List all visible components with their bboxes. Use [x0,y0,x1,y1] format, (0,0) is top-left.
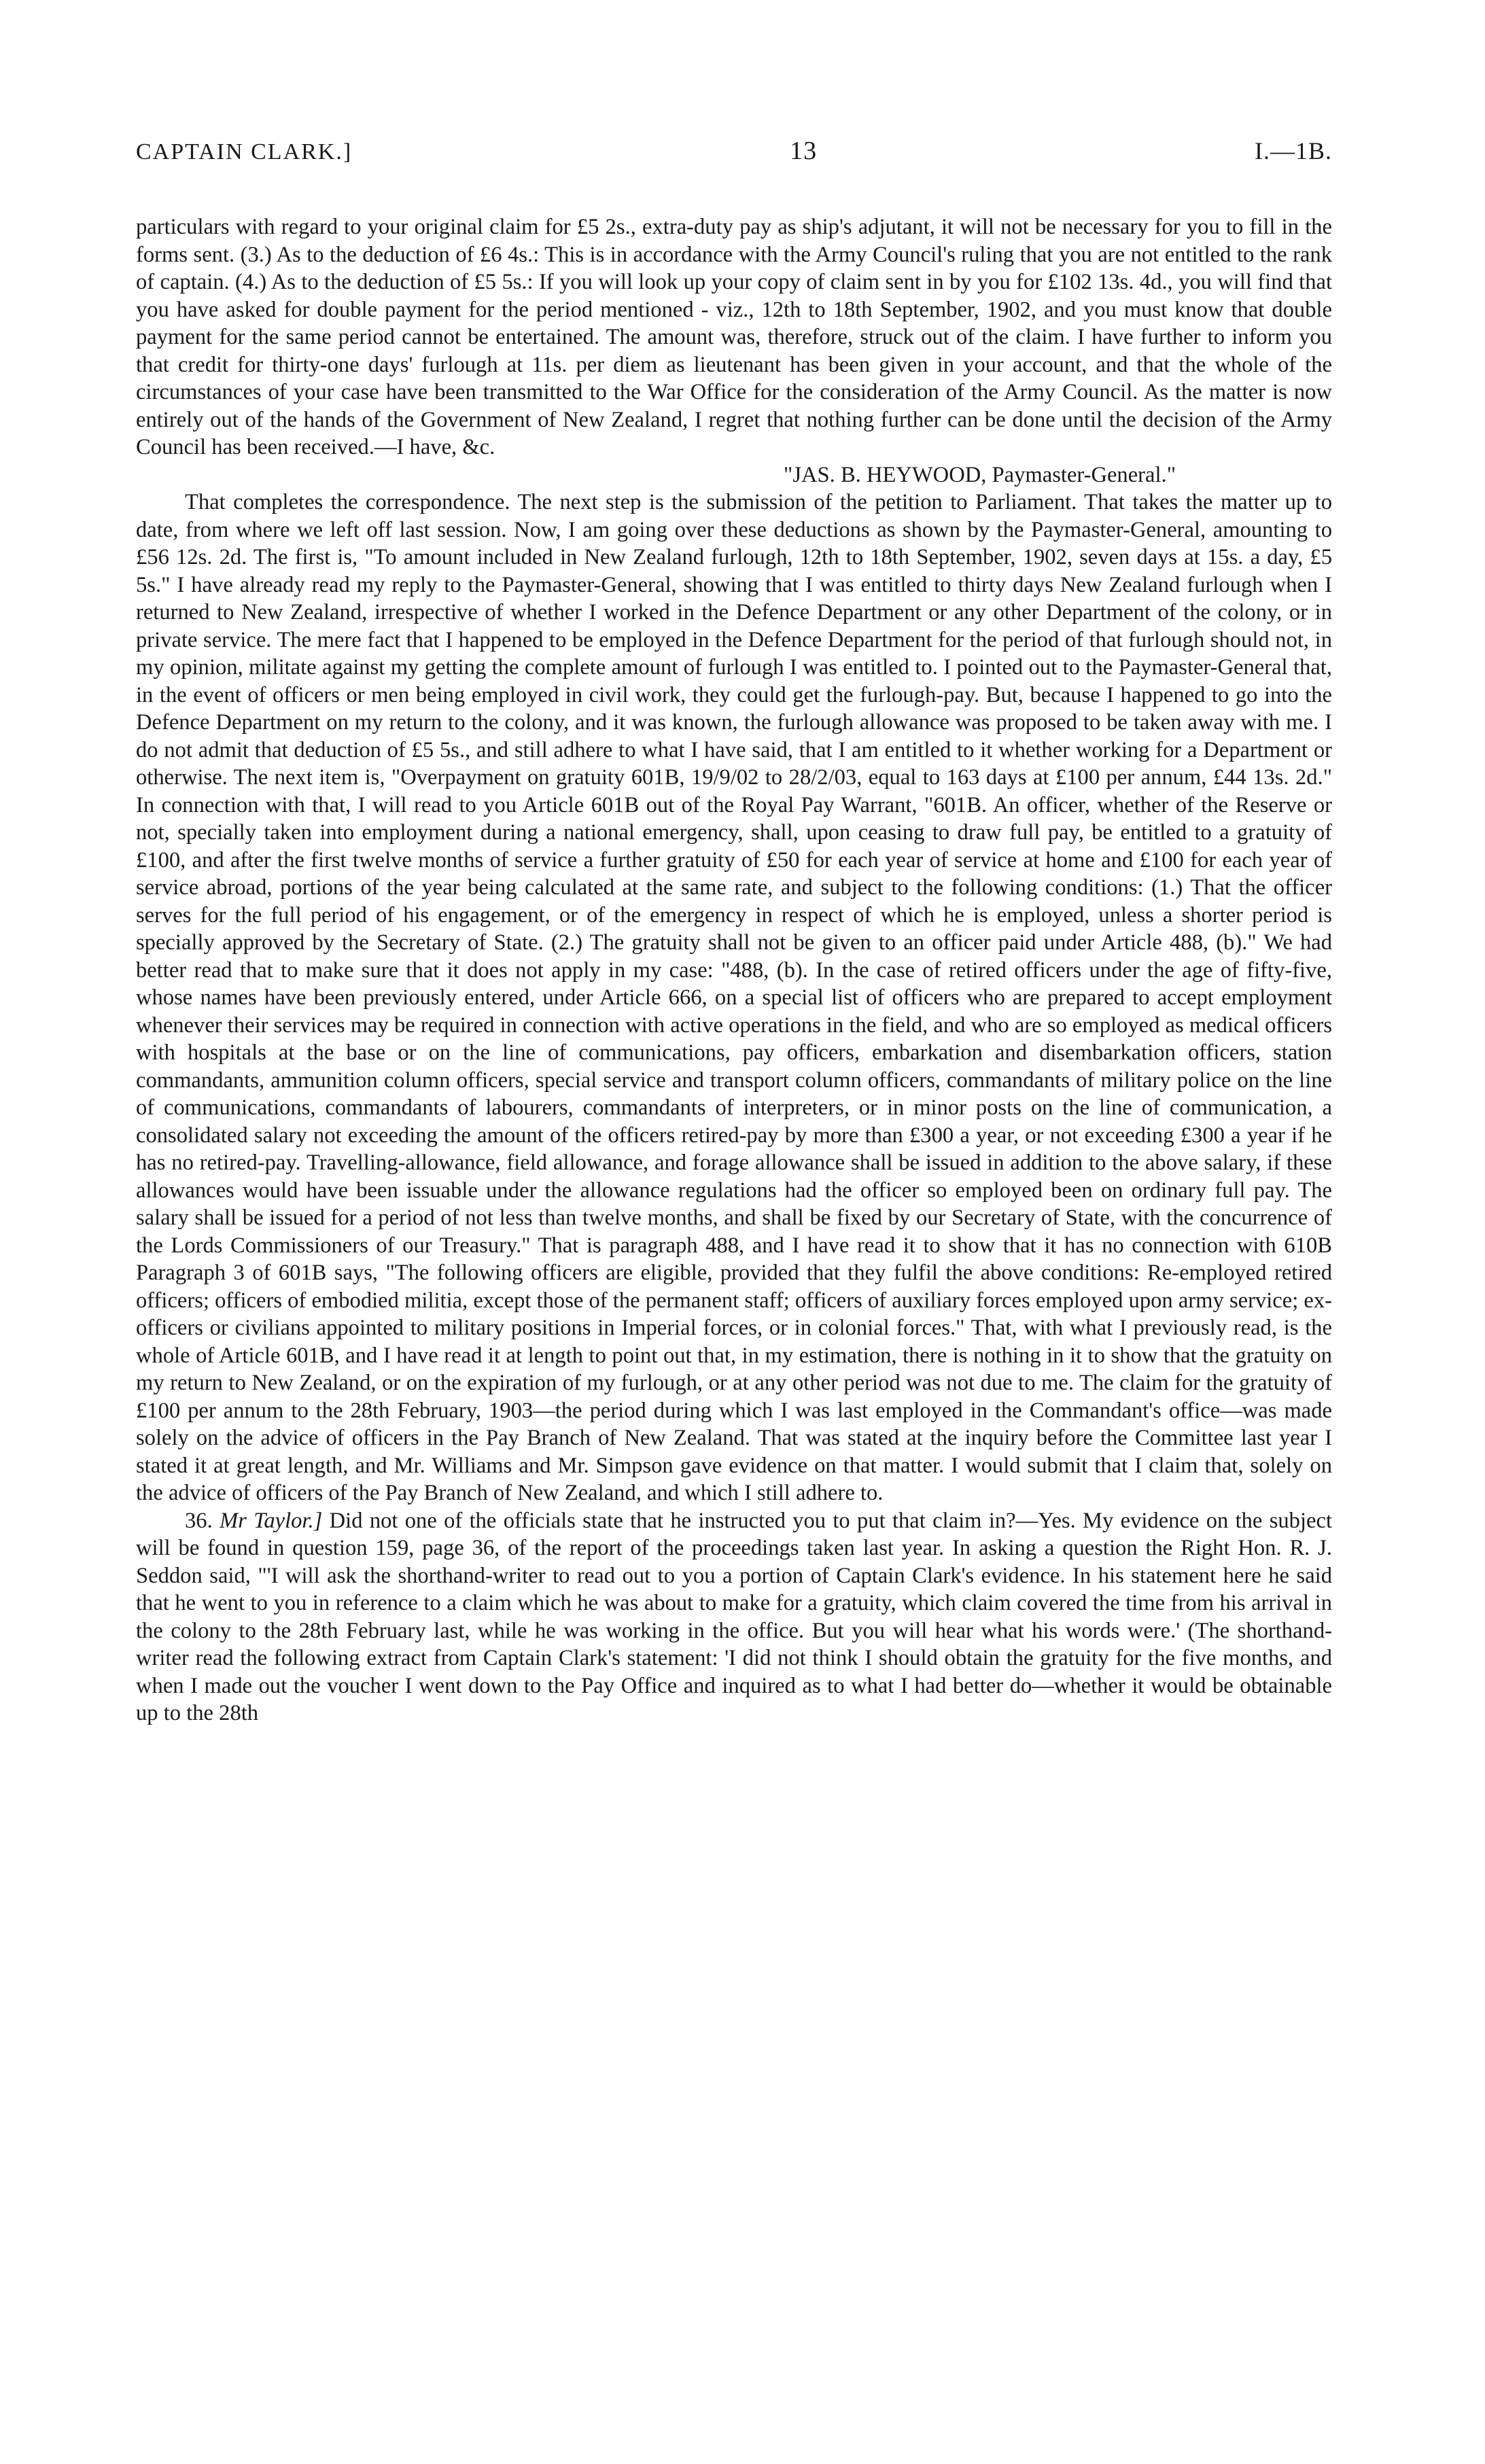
running-head-right: I.—1B. [1254,137,1332,164]
signature-line: "JAS. B. HEYWOOD, Paymaster-General." [784,462,1176,487]
speaker-name: Mr Taylor.] [220,1508,323,1533]
page-header [136,136,1332,166]
paragraph-question-36 [136,1507,1332,1727]
question-text: Did not one of the officials state that he instructed you to put that claim in?—Yes. My evidence on the subject will be found in question 159, page 36, of the report of the proceedings taken last year. In asking a question the Right Hon. R. J. Seddon said, "'I will ask the shorthand-writer to read out to you a portion of Captain Clark's evidence. In his statement here he said that he went to you in reference to a claim which he was about to make for a gratuity, which claim covered the time from his arrival in the colony to the 28th February last, while he was working in the office. But you will hear what his words were.' (The shorthand-writer read the following extract from Captain Clark's statement: 'I did not think I should obtain the gratuity for the five months, and when I made out the voucher I went down to the Pay Office and inquired as to what I had better do—whether it would be obtainable up to the 28th [136,1508,1332,1725]
page-number: 13 [790,137,818,165]
paragraph-deductions: That completes the correspondence. The next step is the submission of the petition to Parliament. That takes the matter up to date, from where we left off last session. Now, I am going over these deductions as shown by the Paymaster-General, amounting to £56 12s. 2d. The first is, "To amount included in New Zealand furlough, 12th to 18th September, 1902, seven days at 15s. a day, £5 5s." I have already read my reply to the Paymaster-General, showing that I was entitled to thirty days New Zealand furlough when I returned to New Zealand, irrespective of whether I worked in the Defence Department or any other Department of the colony, or in private service. The mere fact that I happened to be employed in the Defence Department for the period of that furlough should not, in my opinion, militate against my getting the complete amount of furlough I was entitled to. I pointed out to the Paymaster-General that, in the event of officers or men being employed in civil work, they could get the furlough-pay. But, because I happened to go into the Defence Department on my return to the colony, and it was known, the furlough allowance was proposed to be taken away with me. I do not admit that deduction of £5 5s., and still adhere to what I have said, that I am entitled to it whether working for a Department or otherwise. The next item is, "Overpayment on gratuity 601B, 19/9/02 to 28/2/03, equal to 163 days at £100 per annum, £44 13s. 2d." In connection with that, I will read to you Article 601B out of the Royal Pay Warrant, "601B. An officer, whether of the Reserve or not, specially taken into employment during a national emergency, shall, upon ceasing to draw full pay, be entitled to a gratuity of £100, and after the first twelve months of service a further gratuity of £50 for each year of service at home and £100 for each year of service abroad, portions of the year being calculated at the same rate, and subject to the following conditions: (1.) That the officer serves for the full period of his engagement, or of the emergency in respect of which he is employed, unless a shorter period is specially approved by the Secretary of State. (2.) The gratuity shall not be given to an officer paid under Article 488, (b)." We had better read that to make sure that it does not apply in my case: "488, (b). In the case of retired officers under the age of fifty-five, whose names have been previously entered, under Article 666, on a special list of officers who are prepared to accept employment whenever their services may be required in connection with active operations in the field, and who are so employed as medical officers with hospitals at the base or on the line of communications, pay officers, embarkation and disembarkation officers, station commandants, ammunition column officers, special service and transport column officers, commandants of military police on the line of communications, commandants of labourers, commandants of interpreters, or in minor posts on the line of communication, a consolidated salary not exceeding the amount of the officers retired-pay by more than £300 a year, or not exceeding £300 a year if he has no retired-pay. Travelling-allowance, field allowance, and forage allowance shall be issued in addition to the above salary, if these allowances would have been issuable under the allowance regulations had the officer so employed been on ordinary full pay. The salary shall be issued for a period of not less than twelve months, and shall be fixed by our Secretary of State, with the concurrence of the Lords Commissioners of our Treasury." That is paragraph 488, and I have read it to show that it has no connection with 610B Paragraph 3 of 601B says, "The following officers are eligible, provided that they fulfil the above conditions: Re-employed retired officers; officers of embodied militia, except those of the permanent staff; officers of auxiliary forces employed upon army service; ex-officers or civilians appointed to military positions in Imperial forces, or in colonial forces." That, with what I previously read, is the whole of Article 601B, and I have read it at length to point out that, in my estimation, there is nothing in it to show that the gratuity on my return to New Zealand, or on the expiration of my furlough, or at any other period was not due to me. The claim for the gratuity of £100 per annum to the 28th February, 1903—the period during which I was last employed in the Commandant's office—was made solely on the advice of officers in the Pay Branch of New Zealand. That was stated at the inquiry before the Committee last year I stated it at great length, and Mr. Williams and Mr. Simpson gave evidence on that matter. I would submit that I claim that, solely on the advice of officers of the Pay Branch of New Zealand, and which I still adhere to. [136,490,1332,1505]
page-content [136,136,1332,1727]
running-head-left: CAPTAIN CLARK.] [136,139,353,164]
question-number: 36. [185,1508,213,1533]
body-text [136,213,1332,1727]
paragraph-letter-continuation: particulars with regard to your original claim for £5 2s., extra-duty pay as ship's adjutant, it will not be necessary for you to fill in the forms sent. (3.) As to the deduction of £6 4s.: This is in accordance with the Army Council's ruling that you are not entitled to the rank of captain. (4.) As to the deduction of £5 5s.: If you will look up your copy of claim sent in by you for £102 13s. 4d., you will find that you have asked for double payment for the period mentioned - viz., 12th to 18th September, 1902, and you must know that double payment for the same period cannot be entertained. The amount was, therefore, struck out of the claim. I have further to inform you that credit for thirty-one days' furlough at 11s. per diem as lieutenant has been given in your account, and that the whole of the circumstances of your case have been transmitted to the War Office for the consideration of the Army Council. As the matter is now entirely out of the hands of the Government of New Zealand, I regret that nothing further can be done until the decision of the Army Council has been received.—I have, &c. [136,215,1332,459]
